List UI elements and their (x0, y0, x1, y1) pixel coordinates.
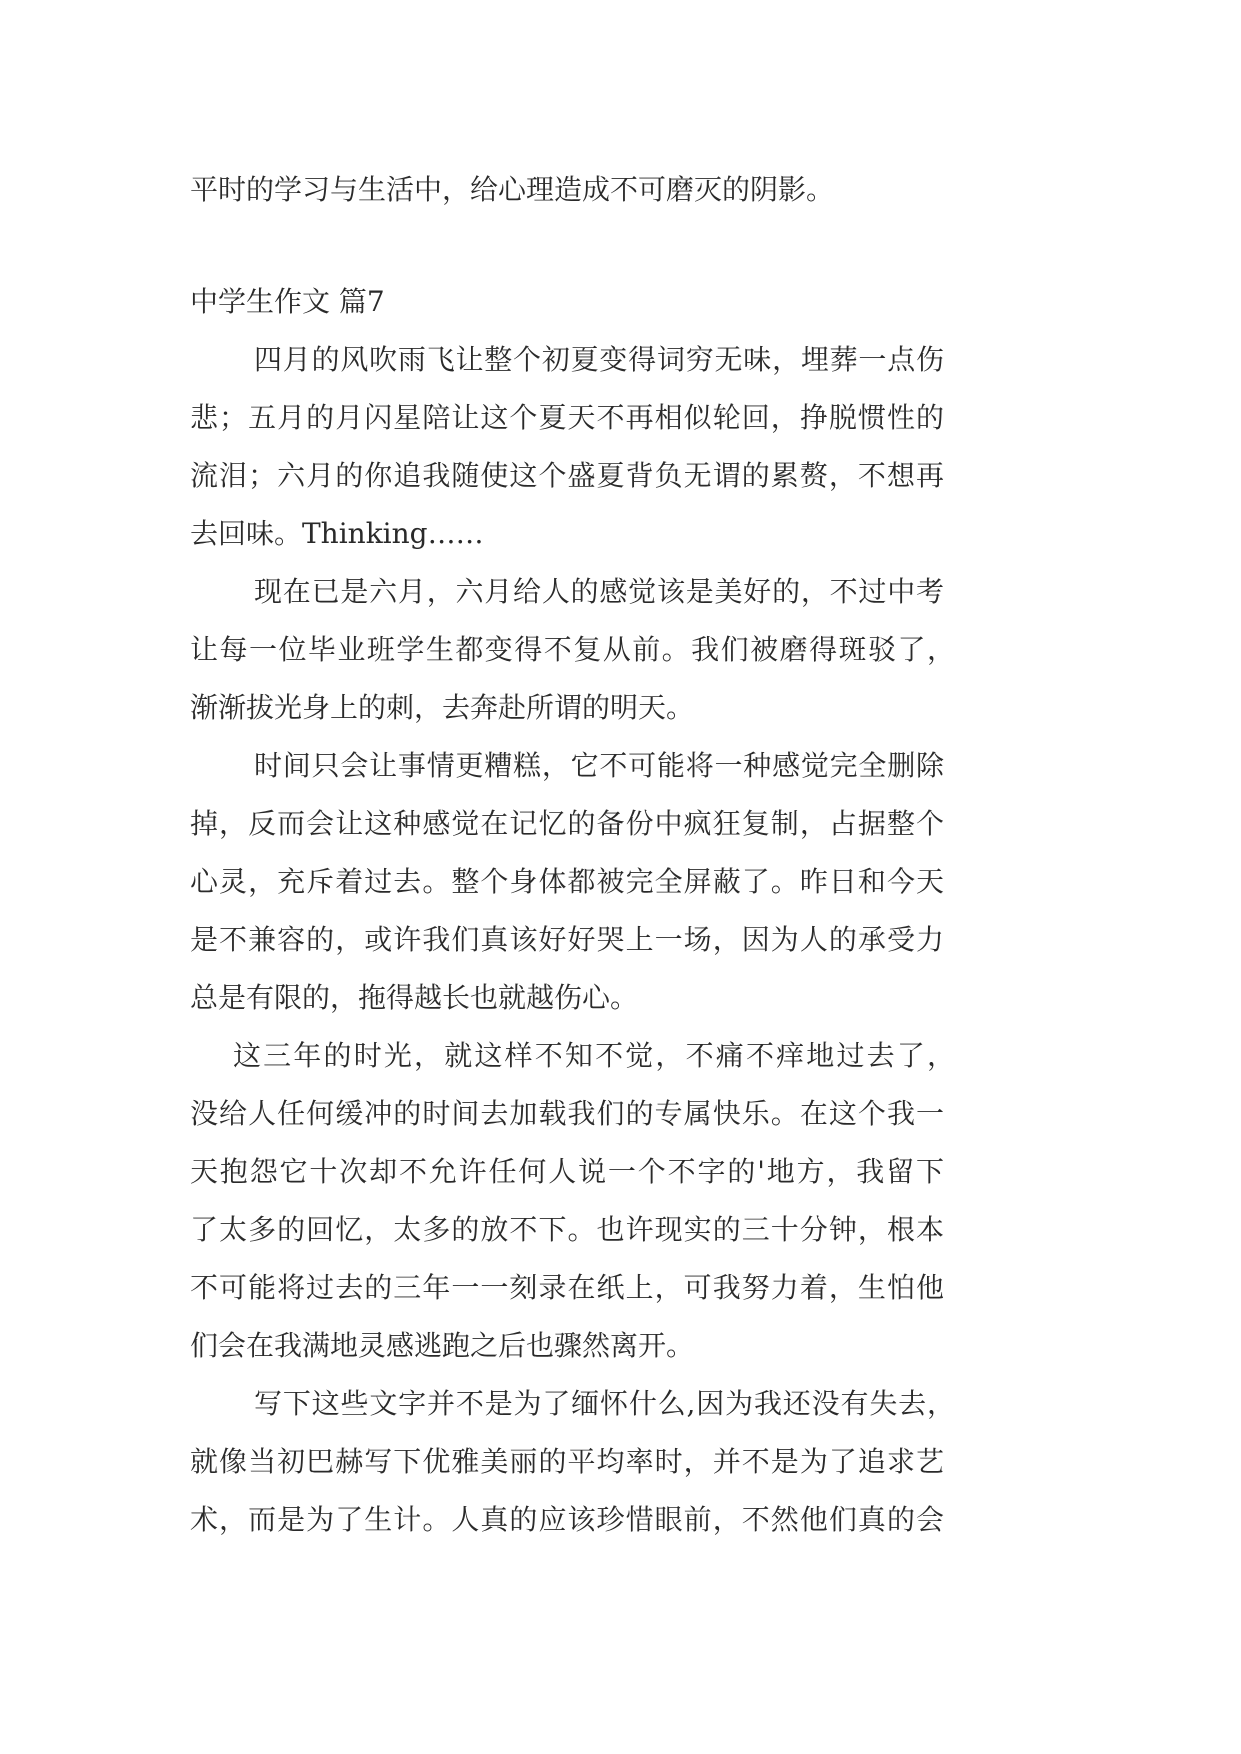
text-line: 掉，反而会让这种感觉在记忆的备份中疯狂复制，占据整个 (190, 807, 944, 840)
paragraph-2 (190, 563, 960, 737)
text-line: 写下这些文字并不是为了缅怀什么,因为我还没有失去， (254, 1387, 955, 1420)
text-line: 们会在我满地灵感逃跑之后也骤然离开。 (190, 1329, 695, 1362)
text-line: 就像当初巴赫写下优雅美丽的平均率时，并不是为了追求艺 (190, 1445, 944, 1478)
text-line: 四月的风吹雨飞让整个初夏变得词穷无味，埋葬一点伤 (254, 343, 944, 376)
text-line: 心灵，充斥着过去。整个身体都被完全屏蔽了。昨日和今天 (190, 865, 944, 898)
text-line: 了太多的回忆，太多的放不下。也许现实的三十分钟，根本 (190, 1213, 944, 1246)
text-line: 流泪；六月的你追我随使这个盛夏背负无谓的累赘，不想再 (190, 459, 944, 492)
text-line: 没给人任何缓冲的时间去加载我们的专属快乐。在这个我一 (190, 1097, 944, 1130)
paragraph-4 (190, 1027, 960, 1375)
continuation-text: 平时的学习与生活中，给心理造成不可磨灭的阴影。 (190, 173, 835, 206)
paragraph-5 (190, 1375, 960, 1549)
text-line: 总是有限的，拖得越长也就越伤心。 (190, 981, 639, 1014)
text-line: 不可能将过去的三年一一刻录在纸上，可我努力着，生怕他 (190, 1271, 944, 1304)
text-line: 是不兼容的，或许我们真该好好哭上一场，因为人的承受力 (190, 923, 944, 956)
text-line: 悲；五月的月闪星陪让这个夏天不再相似轮回，挣脱惯性的 (190, 401, 944, 434)
text-line: 现在已是六月，六月给人的感觉该是美好的，不过中考 (254, 575, 944, 608)
paragraph-1 (190, 331, 960, 563)
text-line: 天抱怨它十次却不允许任何人说一个不字的'地方，我留下 (190, 1155, 944, 1188)
text-line: 时间只会让事情更糟糕，它不可能将一种感觉完全删除 (254, 749, 944, 782)
text-line: 渐渐拔光身上的刺，去奔赴所谓的明天。 (190, 691, 695, 724)
section-heading: 中学生作文 篇7 (190, 285, 385, 318)
text-line: 让每一位毕业班学生都变得不复从前。我们被磨得斑驳了， (190, 633, 955, 666)
text-line: 去回味。Thinking…… (190, 517, 484, 550)
paragraph-3 (190, 737, 960, 1027)
essay-body (190, 331, 960, 1549)
text-line: 这三年的时光，就这样不知不觉，不痛不痒地过去了， (233, 1039, 955, 1072)
text-line: 术，而是为了生计。人真的应该珍惜眼前，不然他们真的会 (190, 1503, 944, 1536)
